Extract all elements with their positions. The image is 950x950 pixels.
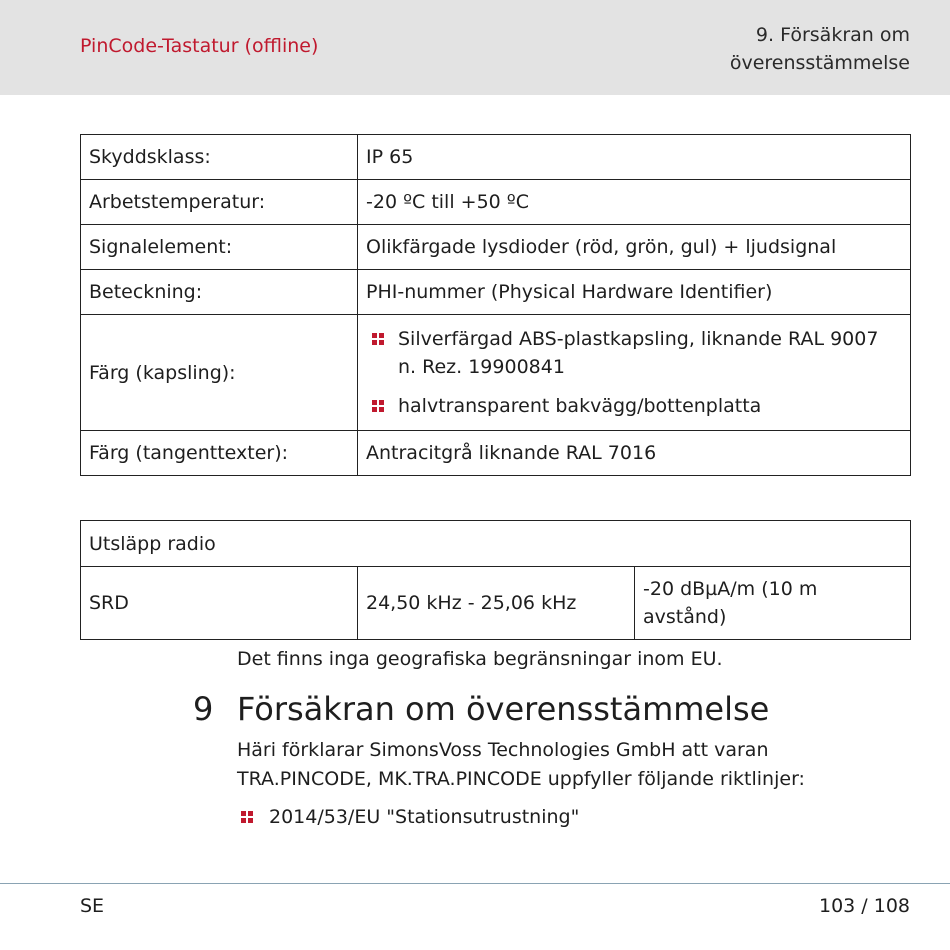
spec-label: Skyddsklass: bbox=[81, 135, 358, 180]
table-row bbox=[81, 567, 911, 640]
table-row bbox=[81, 225, 911, 270]
radio-type-cell: SRD bbox=[81, 567, 358, 640]
list-item bbox=[366, 392, 902, 420]
intro-line-1: Häri förklarar SimonsVoss Technologies GmbH att varan bbox=[237, 739, 769, 761]
table-row bbox=[81, 270, 911, 315]
spec-value bbox=[358, 315, 911, 431]
table-row bbox=[81, 180, 911, 225]
list-item-text: Silverfärgad ABS-plastkapsling, liknande RAL 9007 n. Rez. 19900841 bbox=[398, 328, 879, 378]
document-title: PinCode-Tastatur (offline) bbox=[80, 35, 319, 57]
frequency-cell: 24,50 kHz - 25,06 kHz bbox=[358, 567, 635, 640]
emission-cell: -20 dBµA/m (10 m avstånd) bbox=[635, 567, 911, 640]
list-item bbox=[237, 803, 579, 831]
spec-label: Färg (kapsling): bbox=[81, 315, 358, 431]
spec-label: Färg (tangenttexter): bbox=[81, 431, 358, 476]
list-item bbox=[366, 325, 902, 381]
intro-line-2: TRA.PINCODE, MK.TRA.PINCODE uppfyller följande riktlinjer: bbox=[237, 768, 805, 790]
list-item-text: halvtransparent bakvägg/bottenplatta bbox=[398, 395, 762, 417]
page-header bbox=[0, 0, 950, 95]
page-number: 103 / 108 bbox=[818, 895, 910, 917]
color-list bbox=[366, 325, 902, 420]
bullet-icon bbox=[372, 333, 385, 346]
table-row bbox=[81, 315, 911, 431]
bullet-icon bbox=[241, 811, 254, 824]
section-number: 9 bbox=[193, 690, 214, 728]
section-intro bbox=[237, 736, 877, 794]
spec-label: Beteckning: bbox=[81, 270, 358, 315]
section-title: Försäkran om överensstämmelse bbox=[237, 690, 770, 728]
chapter-title bbox=[730, 21, 910, 77]
chapter-title-line-1: 9. Försäkran om bbox=[755, 24, 910, 46]
spec-value: Olikfärgade lysdioder (röd, grön, gul) + ljudsignal bbox=[358, 225, 911, 270]
bullet-icon bbox=[372, 400, 385, 413]
spec-value: Antracitgrå liknande RAL 7016 bbox=[358, 431, 911, 476]
table-header-row bbox=[81, 521, 911, 567]
directive-list bbox=[237, 803, 579, 831]
footer-language: SE bbox=[80, 895, 105, 917]
spec-label: Signalelement: bbox=[81, 225, 358, 270]
specification-table bbox=[80, 134, 911, 476]
directive-text: 2014/53/EU "Stationsutrustning" bbox=[269, 806, 580, 828]
table-row bbox=[81, 135, 911, 180]
table-header: Utsläpp radio bbox=[81, 521, 911, 567]
table-row bbox=[81, 431, 911, 476]
spec-value: -20 ºC till +50 ºC bbox=[358, 180, 911, 225]
geographic-note: Det finns inga geografiska begränsningar inom EU. bbox=[237, 648, 723, 670]
spec-label: Arbetstemperatur: bbox=[81, 180, 358, 225]
chapter-title-line-2: överensstämmelse bbox=[729, 52, 910, 74]
radio-emission-table bbox=[80, 520, 911, 640]
footer-divider bbox=[0, 883, 950, 884]
spec-value: IP 65 bbox=[358, 135, 911, 180]
spec-value: PHI-nummer (Physical Hardware Identifier) bbox=[358, 270, 911, 315]
